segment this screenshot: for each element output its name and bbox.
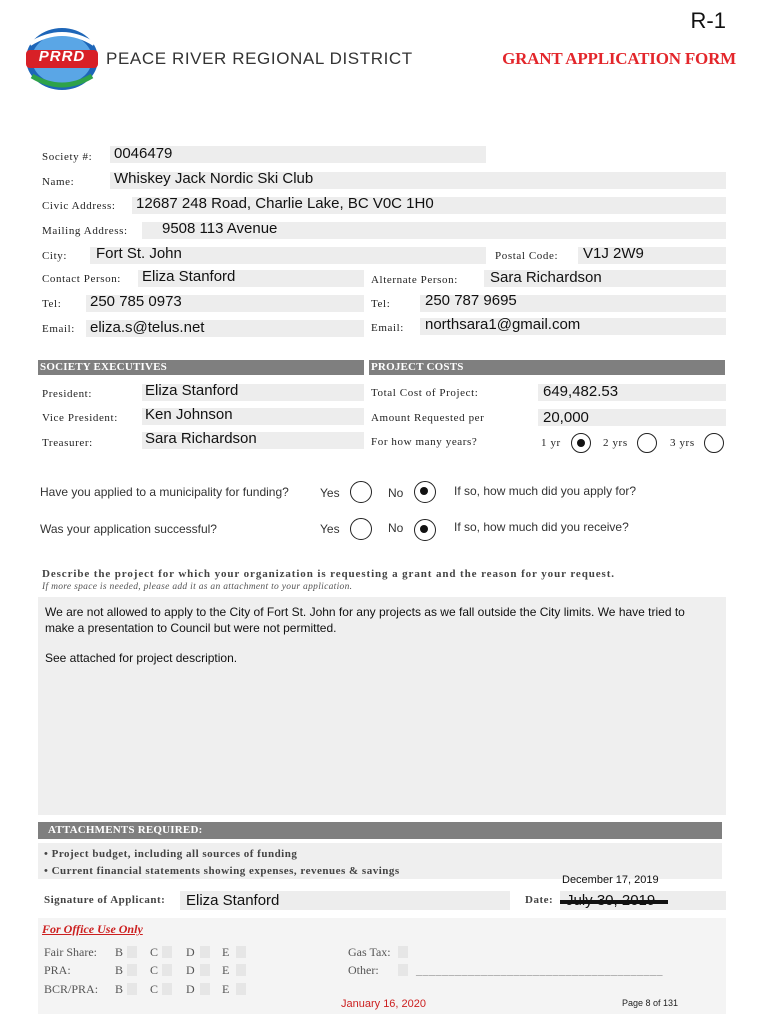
form-title: GRANT APPLICATION FORM	[502, 49, 736, 68]
office-e-3-box[interactable]	[236, 983, 246, 995]
treasurer-value: Sara Richardson	[145, 430, 257, 447]
name-value: Whiskey Jack Nordic Ski Club	[114, 170, 314, 187]
office-gas-tax-label: Gas Tax:	[348, 945, 391, 959]
org-name: PEACE RIVER REGIONAL DISTRICT	[106, 49, 413, 68]
contact-person-value: Eliza Stanford	[142, 268, 236, 285]
office-c-2: C	[150, 963, 159, 977]
date-new-value: December 17, 2019	[562, 874, 659, 886]
q1-no-label: No	[388, 486, 404, 500]
option-2yrs-radio[interactable]	[637, 433, 657, 453]
mailing-address-label: Mailing Address:	[42, 225, 128, 237]
office-b-2-box[interactable]	[127, 964, 137, 976]
q1-yes-label: Yes	[320, 486, 340, 500]
vice-president-label: Vice President:	[42, 412, 118, 424]
page-code: R-1	[690, 8, 726, 33]
attachment-item-financials: • Current financial statements showing expenses, revenues & savings	[44, 865, 400, 877]
logo-text: PRRD	[38, 48, 86, 65]
option-1yr-radio[interactable]	[571, 433, 591, 453]
alternate-person-value: Sara Richardson	[490, 269, 602, 286]
option-2yrs-label: 2 yrs	[603, 437, 628, 449]
email-label: Email:	[42, 323, 75, 335]
civic-address-label: Civic Address:	[42, 200, 116, 212]
office-b-3: B	[115, 982, 124, 996]
office-b-2: B	[115, 963, 124, 977]
footer-page-number: Page 8 of 131	[622, 998, 679, 1008]
q2-yes-label: Yes	[320, 522, 340, 536]
total-cost-value: 649,482.53	[543, 383, 619, 400]
office-e-2: E	[222, 963, 230, 977]
q2-yes-radio[interactable]	[350, 518, 372, 540]
office-d-1-box[interactable]	[200, 946, 210, 958]
alt-email-label: Email:	[371, 322, 404, 334]
signature-value: Eliza Stanford	[186, 892, 280, 909]
postal-code-label: Postal Code:	[495, 250, 559, 262]
office-gas-tax-box[interactable]	[398, 946, 408, 958]
signature-label: Signature of Applicant:	[44, 894, 166, 906]
office-b-3-box[interactable]	[127, 983, 137, 995]
date-strikethrough	[560, 900, 668, 904]
office-e-1: E	[222, 945, 230, 959]
description-line-3: See attached for project description.	[45, 651, 238, 665]
question-applied-municipality: Have you applied to a municipality for funding?	[40, 485, 289, 499]
society-executives-heading: SOCIETY EXECUTIVES	[38, 360, 364, 375]
project-costs-heading: PROJECT COSTS	[369, 360, 725, 375]
office-d-3: D	[186, 982, 195, 996]
civic-address-value: 12687 248 Road, Charlie Lake, BC V0C 1H0	[136, 195, 434, 212]
option-1yr-label: 1 yr	[541, 437, 561, 449]
q2-followup: If so, how much did you receive?	[454, 520, 629, 534]
office-other-box[interactable]	[398, 964, 408, 976]
office-c-1: C	[150, 945, 159, 959]
president-label: President:	[42, 388, 92, 400]
email-value: eliza.s@telus.net	[90, 319, 205, 336]
office-d-2: D	[186, 963, 195, 977]
date-label: Date:	[525, 894, 554, 906]
years-label: For how many years?	[371, 436, 478, 448]
office-use-heading: For Office Use Only	[42, 922, 143, 936]
attachments-heading-text: ATTACHMENTS REQUIRED:	[48, 824, 203, 836]
office-c-3: C	[150, 982, 159, 996]
city-label: City:	[42, 250, 68, 262]
option-3yrs-radio[interactable]	[704, 433, 724, 453]
office-e-3: E	[222, 982, 230, 996]
office-fair-share-label: Fair Share:	[44, 945, 97, 959]
tel-value: 250 785 0973	[90, 293, 182, 310]
city-value: Fort St. John	[96, 245, 182, 262]
name-label: Name:	[42, 176, 75, 188]
society-label: Society #:	[42, 151, 93, 163]
q1-yes-radio[interactable]	[350, 481, 372, 503]
office-pra-label: PRA:	[44, 963, 71, 977]
q2-no-label: No	[388, 521, 404, 535]
office-other-line: ______________________________________	[416, 963, 663, 977]
office-d-1: D	[186, 945, 195, 959]
office-b-1: B	[115, 945, 124, 959]
office-c-2-box[interactable]	[162, 964, 172, 976]
option-3yrs-label: 3 yrs	[670, 437, 695, 449]
footer-date: January 16, 2020	[341, 998, 427, 1010]
contact-person-label: Contact Person:	[42, 273, 121, 285]
description-prompt: Describe the project for which your organization is requesting a grant and the reason for your request.	[42, 568, 615, 580]
tel-label: Tel:	[42, 298, 62, 310]
alt-email-value: northsara1@gmail.com	[425, 316, 581, 333]
office-d-2-box[interactable]	[200, 964, 210, 976]
alt-tel-label: Tel:	[371, 298, 391, 310]
description-line-2: make a presentation to Council but were not permitted.	[45, 621, 337, 635]
president-value: Eliza Stanford	[145, 382, 239, 399]
description-hint: If more space is needed, please add it as an attachment to your application.	[42, 582, 353, 592]
alt-tel-value: 250 787 9695	[425, 292, 517, 309]
question-application-successful: Was your application successful?	[40, 522, 217, 536]
office-c-1-box[interactable]	[162, 946, 172, 958]
amount-requested-label: Amount Requested per	[371, 412, 485, 424]
vice-president-value: Ken Johnson	[145, 406, 233, 423]
office-e-2-box[interactable]	[236, 964, 246, 976]
treasurer-label: Treasurer:	[42, 437, 93, 449]
office-b-1-box[interactable]	[127, 946, 137, 958]
q1-no-radio[interactable]	[414, 481, 436, 503]
office-other-label: Other:	[348, 963, 379, 977]
total-cost-label: Total Cost of Project:	[371, 387, 479, 399]
postal-code-value: V1J 2W9	[583, 245, 644, 262]
amount-requested-value: 20,000	[543, 409, 589, 426]
description-line-1: We are not allowed to apply to the City of Fort St. John for any projects as we fall outside the City limits. We have tried to	[45, 605, 685, 619]
society-value: 0046479	[114, 145, 173, 162]
office-e-1-box[interactable]	[236, 946, 246, 958]
office-d-3-box[interactable]	[200, 983, 210, 995]
office-bcr-pra-label: BCR/PRA:	[44, 982, 99, 996]
mailing-address-value: 9508 113 Avenue	[162, 220, 278, 237]
office-c-3-box[interactable]	[162, 983, 172, 995]
q2-no-radio[interactable]	[414, 519, 436, 541]
alternate-person-label: Alternate Person:	[371, 274, 458, 286]
attachments-heading	[38, 822, 722, 839]
attachment-item-budget: • Project budget, including all sources of funding	[44, 848, 298, 860]
q1-followup: If so, how much did you apply for?	[454, 484, 637, 498]
